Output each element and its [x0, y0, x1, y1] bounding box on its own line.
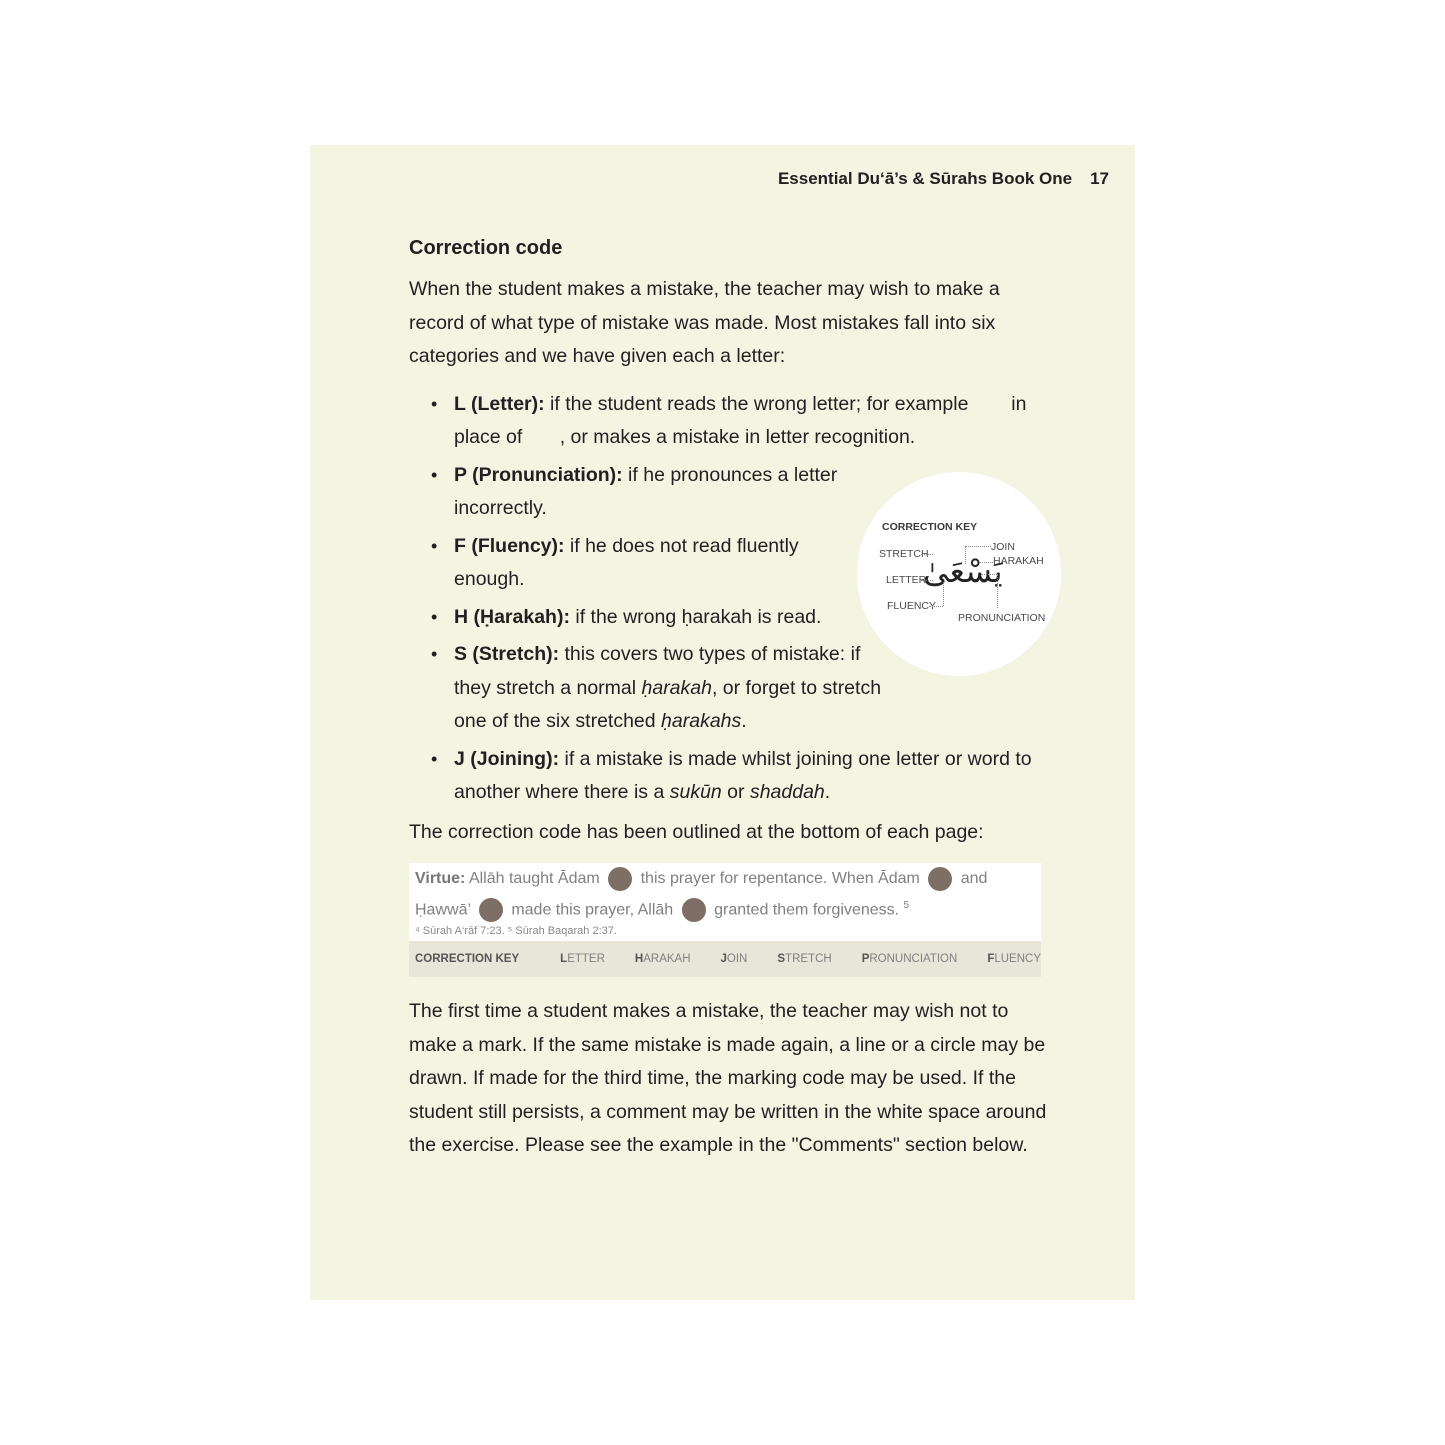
key-item-harakah [635, 953, 691, 965]
text: if he does not read fluently enough. [454, 534, 799, 590]
honorific-icon [928, 867, 952, 891]
text: or [721, 781, 750, 803]
text: if a mistake is made whilst joining one letter or word to another where there is a [454, 747, 1032, 803]
list-item-pronunciation [409, 459, 874, 526]
text: . [741, 710, 747, 732]
text: RONUNCIATION [869, 953, 958, 966]
book-title: Essential Du‘ā’s & Sūrahs Book One [777, 169, 1073, 188]
text: ETTER [567, 953, 605, 966]
list-item-joining [409, 743, 1049, 810]
label-letter: LETTER [886, 574, 927, 586]
text: P [861, 953, 870, 966]
text: if the wrong ḥarakah is read. [569, 605, 822, 628]
text: J [720, 953, 727, 966]
leader-line [921, 580, 933, 581]
correction-key-bar [409, 941, 1041, 977]
honorific-icon [608, 867, 632, 891]
text: LUENCY [994, 953, 1041, 966]
term-harakah: H (Ḥarakah): [454, 605, 570, 628]
text: ARAKAH [643, 953, 691, 966]
text: shaddah [749, 781, 825, 803]
list-item-fluency [409, 530, 874, 597]
text: if he pronounces a letter incorrectly. [454, 463, 838, 519]
page-number: 17 [1090, 169, 1109, 188]
key-bar-title: CORRECTION KEY [415, 953, 520, 966]
text: and [956, 870, 988, 887]
intro-paragraph: When the student makes a mistake, the teacher may wish to make a record of what type of mistake was made. Most mistakes fall into six categories and we have given each a letter: [409, 278, 1000, 367]
term-pronunciation: P (Pronunciation): [454, 463, 623, 486]
key-item-fluency [987, 953, 1041, 965]
label-harakah: HARAKAH [993, 555, 1044, 567]
text: L [560, 953, 568, 966]
text: H [634, 953, 644, 966]
leader-line [943, 582, 944, 606]
term-joining: J (Joining): [454, 747, 560, 770]
leader-line [979, 562, 993, 563]
leader-line [929, 606, 943, 607]
book-page [310, 145, 1135, 1300]
text: . [824, 781, 831, 803]
key-item-stretch [777, 953, 831, 965]
list-item-letter [409, 388, 1049, 455]
leader-line [921, 554, 933, 555]
text: , or makes a mistake in letter recognition. [559, 426, 916, 448]
key-item-join [721, 953, 748, 965]
text: this prayer for repentance. When Ādam [636, 870, 925, 887]
text: in place of [454, 392, 1027, 448]
text: sukūn [669, 781, 722, 803]
leader-line [997, 574, 998, 608]
leader-line [965, 546, 966, 564]
running-head [778, 169, 1109, 189]
text: ḥarakahs [661, 710, 742, 732]
key-item-pronunciation [862, 953, 958, 965]
text: this covers two types of mistake: if they stretch a normal [454, 643, 861, 699]
text: Allāh taught Ādam [465, 870, 605, 887]
text: , or forget to stretch one of the six stretched [454, 676, 882, 732]
section-title: Correction code [409, 237, 563, 259]
text: Ḥawwā’ [415, 901, 475, 919]
text: made this prayer, Allāh [506, 901, 678, 919]
label-pronunciation: PRONUNCIATION [958, 612, 1046, 624]
label-fluency: FLUENCY [887, 600, 937, 612]
text: TRETCH [785, 953, 832, 966]
key-item-letter [560, 953, 605, 965]
text: OIN [726, 953, 748, 966]
text: granted them forgiveness. [709, 901, 904, 919]
diagram-title: CORRECTION KEY [882, 521, 978, 533]
footnote-marker: 5 [903, 900, 910, 911]
virtue-text [409, 863, 1041, 923]
correction-key-diagram [857, 472, 1061, 676]
leader-line [965, 546, 991, 547]
content [409, 233, 1049, 1163]
arabic-example-word: يَسْعَىٰ [923, 552, 1003, 590]
label-join: JOIN [991, 541, 1015, 553]
text: F [987, 953, 995, 966]
honorific-icon [682, 898, 706, 922]
example-virtue-box [409, 863, 1041, 977]
list-item-stretch [409, 638, 884, 739]
term-stretch: S (Stretch): [454, 643, 560, 665]
term-fluency: F (Fluency): [454, 534, 565, 557]
footnote: ⁴ Sūrah A‘rāf 7:23. ⁵ Sūrah Baqarah 2:37. [415, 925, 617, 938]
term-letter: L (Letter): [454, 392, 545, 415]
outlined-paragraph: The correction code has been outlined at the bottom of each page: [409, 820, 984, 843]
label-stretch: STRETCH [879, 548, 929, 560]
leader-line [981, 574, 997, 575]
text: ḥarakah [641, 676, 712, 699]
honorific-icon [479, 898, 503, 922]
text: S [777, 953, 786, 966]
closing-paragraph: The first time a student makes a mistake, the teacher may wish not to make a mark. If the same mistake is made again, a line or a circle may be drawn. If made for the third time, the marking code may be used. If the student still persists, a comment may be written in the white space around the exercise. Please see the example in the "Comments" section below. [409, 1000, 1047, 1157]
virtue-label: Virtue: [415, 870, 466, 887]
text: if the student reads the wrong letter; for example [544, 392, 974, 415]
